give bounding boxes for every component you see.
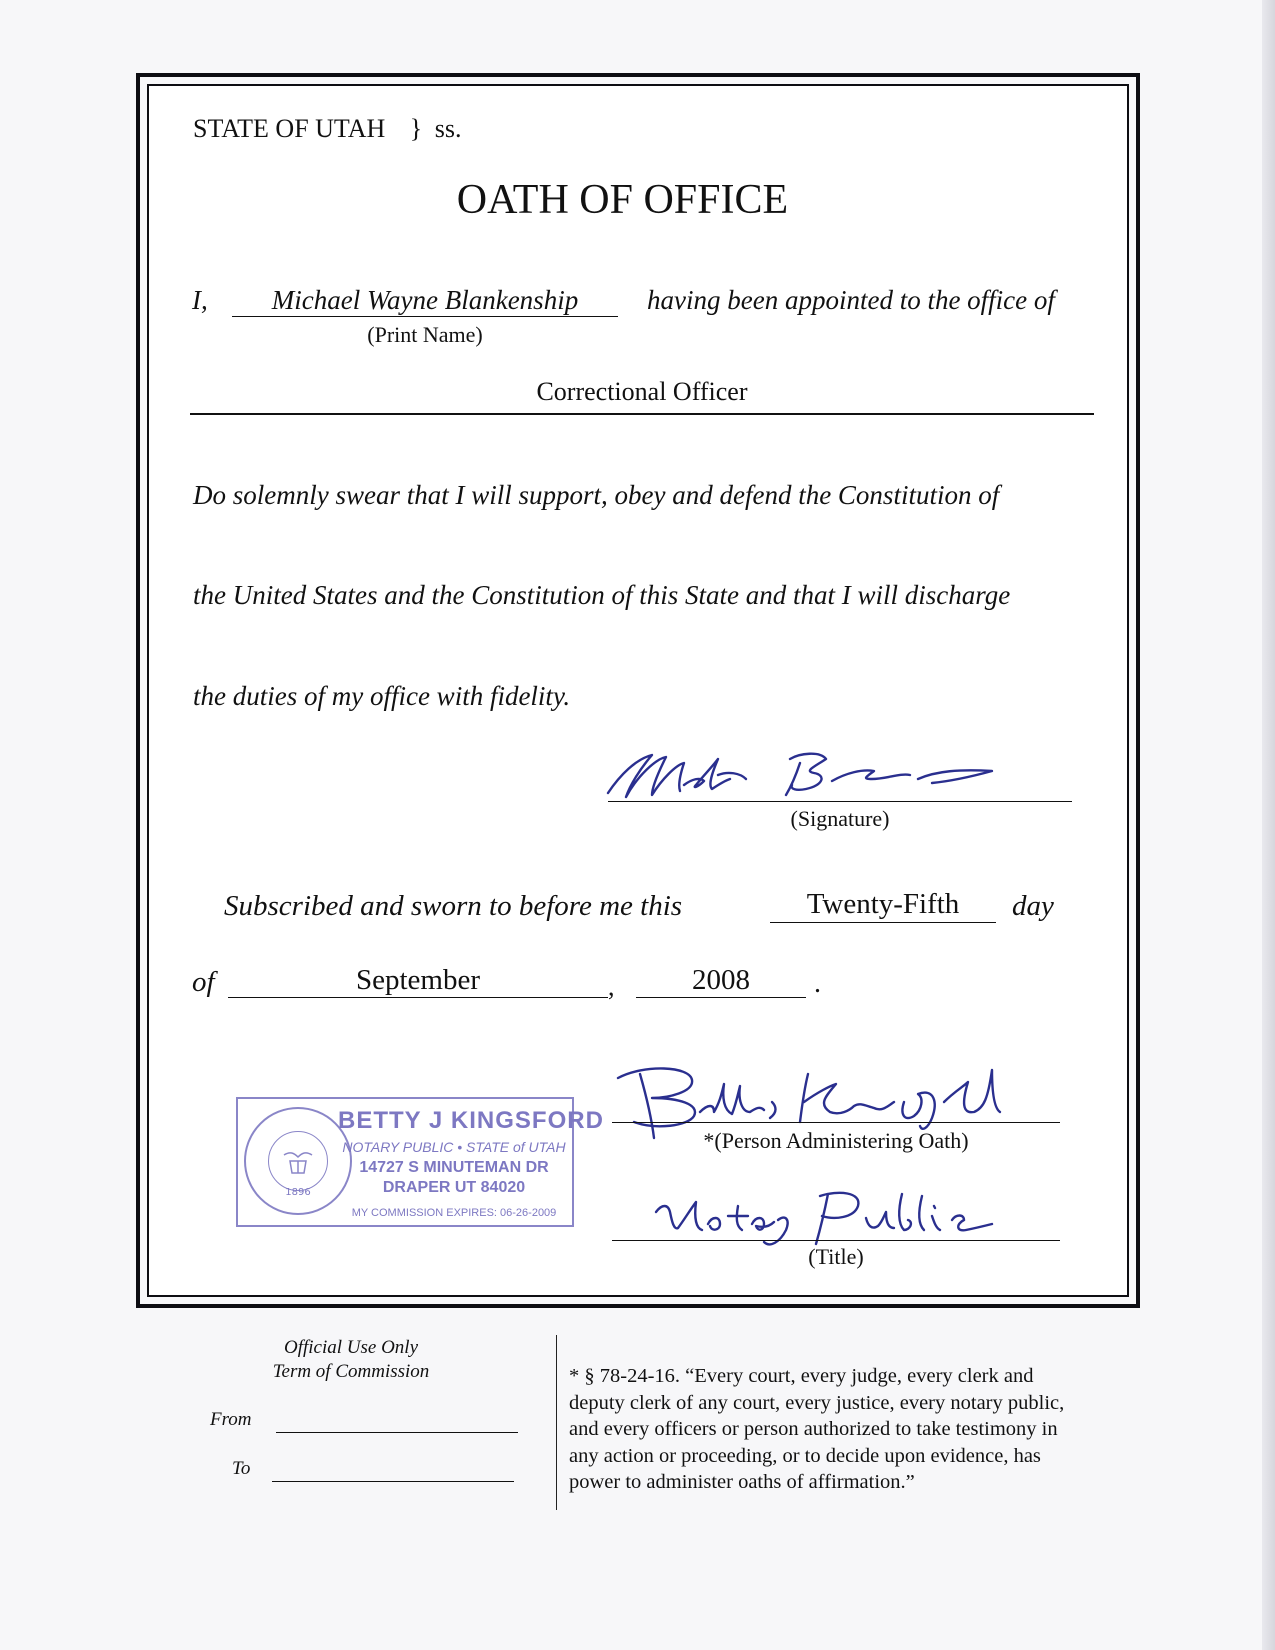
footnote-line-2: deputy clerk of any court, every justice, every notary public, <box>569 1391 1065 1414</box>
period: . <box>814 968 821 999</box>
to-field[interactable] <box>272 1481 514 1482</box>
notary-expiration: MY COMMISSION EXPIRES: 06-26-2009 <box>351 1207 557 1219</box>
administrator-underline <box>612 1122 1060 1123</box>
day-underline <box>770 922 996 923</box>
administrator-caption: *(Person Administering Oath) <box>703 1128 969 1153</box>
page-edge <box>1262 0 1275 1650</box>
footnote-line-1: * § 78-24-16. “Every court, every judge, every clerk and <box>569 1365 1034 1387</box>
state-name: STATE OF UTAH <box>193 114 386 143</box>
footnote-line-3: and every officers or person authorized to take testimony in <box>569 1418 1058 1440</box>
notary-stamp <box>236 1097 604 1227</box>
state-seal <box>244 1107 352 1215</box>
signature-underline <box>608 801 1072 802</box>
print-name-caption: (Print Name) <box>367 322 483 347</box>
i-prefix: I, <box>192 285 208 315</box>
day-value: Twenty-Fifth <box>806 888 960 920</box>
brace: } <box>409 114 423 143</box>
eagle-icon <box>280 1143 316 1179</box>
year-value: 2008 <box>692 964 750 996</box>
print-name-underline <box>232 316 618 317</box>
oath-line-2: the United States and the Constitution of this State and that I will discharge <box>193 580 1011 610</box>
signature-caption: (Signature) <box>790 806 890 831</box>
official-use-heading: Official Use Only <box>283 1337 419 1358</box>
footnote-line-5: power to administer oaths of affirmation.” <box>569 1471 915 1493</box>
month-value: September <box>355 964 480 996</box>
seal-year: 1896 <box>285 1187 311 1198</box>
title-signature <box>652 1190 1032 1250</box>
document-title: OATH OF OFFICE <box>456 177 789 223</box>
notary-address-1: 14727 S MINUTEMAN DR <box>359 1159 549 1176</box>
from-field[interactable] <box>276 1432 518 1433</box>
ss-label: ss. <box>434 114 462 143</box>
notary-title-line: NOTARY PUBLIC • STATE of UTAH <box>342 1139 566 1155</box>
oath-line-1: Do solemnly swear that I will support, obey and defend the Constitution of <box>193 480 1000 510</box>
state-line <box>193 114 462 144</box>
day-word: day <box>1012 890 1054 922</box>
from-label: From <box>210 1409 252 1430</box>
oath-line-3: the duties of my office with fidelity. <box>193 681 571 711</box>
officer-signature <box>600 745 1060 805</box>
subscribed-text: Subscribed and sworn to before me this <box>224 890 683 922</box>
office-underline <box>190 413 1094 415</box>
statute-footnote <box>569 1363 1064 1496</box>
to-label: To <box>232 1458 251 1479</box>
year-underline <box>636 997 806 998</box>
office-value: Correctional Officer <box>536 377 748 406</box>
of-word: of <box>192 966 215 998</box>
title-caption: (Title) <box>808 1244 864 1269</box>
term-of-commission-heading: Term of Commission <box>272 1361 430 1382</box>
comma: , <box>608 972 615 1001</box>
appointed-text: having been appointed to the office of <box>647 285 1055 315</box>
notary-name: BETTY J KINGSFORD <box>338 1107 604 1134</box>
notary-address-2: DRAPER UT 84020 <box>382 1179 526 1196</box>
title-underline <box>612 1240 1060 1241</box>
print-name-value: Michael Wayne Blankenship <box>271 285 579 315</box>
footnote-line-4: any action or proceeding, or to decide upon evidence, has <box>569 1444 1041 1467</box>
footer-divider <box>556 1335 557 1510</box>
month-underline <box>228 997 608 998</box>
